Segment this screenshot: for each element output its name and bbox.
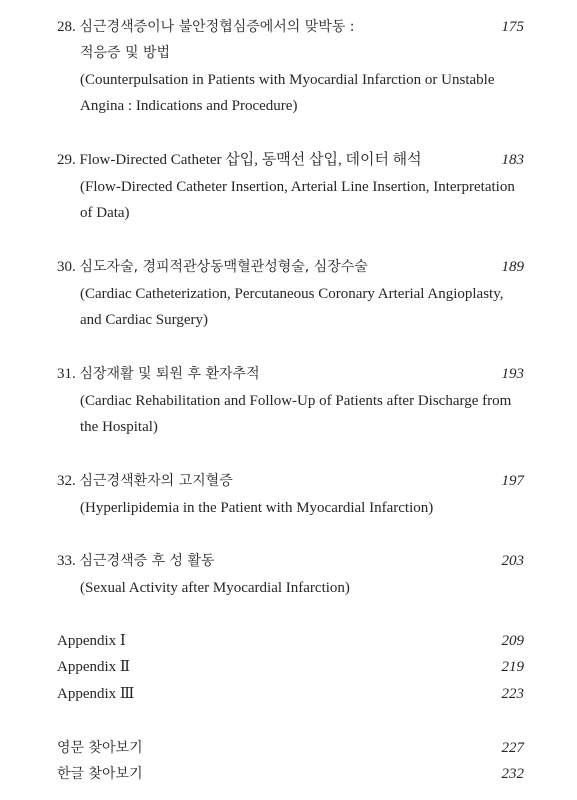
toc-entry-title	[57, 471, 233, 491]
toc-entry-page-number: 175	[501, 19, 524, 35]
toc-entry-number: 28.	[57, 19, 76, 35]
toc-entry-number: 33.	[57, 553, 76, 569]
toc-entry-english-title-continued: of Data)	[80, 205, 130, 221]
toc-entry-page-number: 203	[501, 553, 524, 569]
toc-entry-page-number: 197	[501, 473, 524, 489]
toc-entry-page-number: 227	[501, 740, 524, 756]
toc-entry-page-number: 183	[501, 152, 524, 168]
toc-entry-korean-title: 심근경색증이나 불안정협심증에서의 맞박동 :	[79, 19, 355, 35]
toc-entry-title	[57, 17, 355, 37]
toc-entry-page-number: 193	[501, 366, 524, 382]
toc-entry-page-number: 219	[501, 659, 524, 675]
toc-entry-english-title: (Counterpulsation in Patients with Myocardial Infarction or Unstable	[80, 72, 495, 88]
toc-entry-english-title-continued: Angina : Indications and Procedure)	[80, 98, 298, 114]
toc-entry-korean-title: 심도자술, 경피적관상동맥혈관성형술, 심장수술	[79, 259, 368, 275]
toc-entry-number: 30.	[57, 259, 76, 275]
toc-entry-number: 32.	[57, 473, 76, 489]
toc-entry-korean-title: 심장재활 및 퇴원 후 환자추적	[79, 366, 260, 382]
toc-entry-korean-title: 심근경색증 후 성 활동	[79, 553, 215, 569]
toc-entry-title	[57, 257, 368, 277]
toc-entry-number: 31.	[57, 366, 76, 382]
toc-entry-title	[57, 364, 260, 384]
appendix-label: Appendix Ⅱ	[57, 659, 131, 675]
appendix-label: Appendix Ⅲ	[57, 686, 135, 702]
toc-entry-english-title: (Cardiac Catheterization, Percutaneous Coronary Arterial Angioplasty,	[80, 286, 504, 302]
toc-entry-english-title-continued: the Hospital)	[80, 419, 158, 435]
toc-entry-english-title: (Hyperlipidemia in the Patient with Myocardial Infarction)	[80, 500, 434, 516]
toc-entry-english-title-continued: and Cardiac Surgery)	[80, 312, 209, 328]
toc-entry-korean-title: 심근경색환자의 고지혈증	[79, 473, 233, 489]
toc-entry-number: 29.	[57, 152, 76, 168]
toc-entry-page-number: 209	[501, 633, 524, 649]
toc-entry-page-number: 189	[501, 259, 524, 275]
toc-entry-english-title: (Flow-Directed Catheter Insertion, Arterial Line Insertion, Interpretation	[80, 179, 515, 195]
toc-entry-english-title: (Sexual Activity after Myocardial Infarction)	[80, 580, 350, 596]
toc-entry-page-number: 223	[501, 686, 524, 702]
toc-entry-title	[57, 150, 422, 170]
index-label: 한글 찾아보기	[57, 766, 143, 782]
index-label: 영문 찾아보기	[57, 740, 143, 756]
toc-entry-korean-title-continued: 적응증 및 방법	[80, 45, 171, 61]
toc-entry-korean-title: Flow-Directed Catheter 삽입, 동맥선 삽입, 데이터 해석	[79, 152, 422, 168]
toc-entry-title	[57, 551, 215, 571]
toc-entry-english-title: (Cardiac Rehabilitation and Follow-Up of Patients after Discharge from	[80, 393, 512, 409]
toc-entry-page-number: 232	[501, 766, 524, 782]
appendix-label: Appendix Ⅰ	[57, 633, 126, 649]
